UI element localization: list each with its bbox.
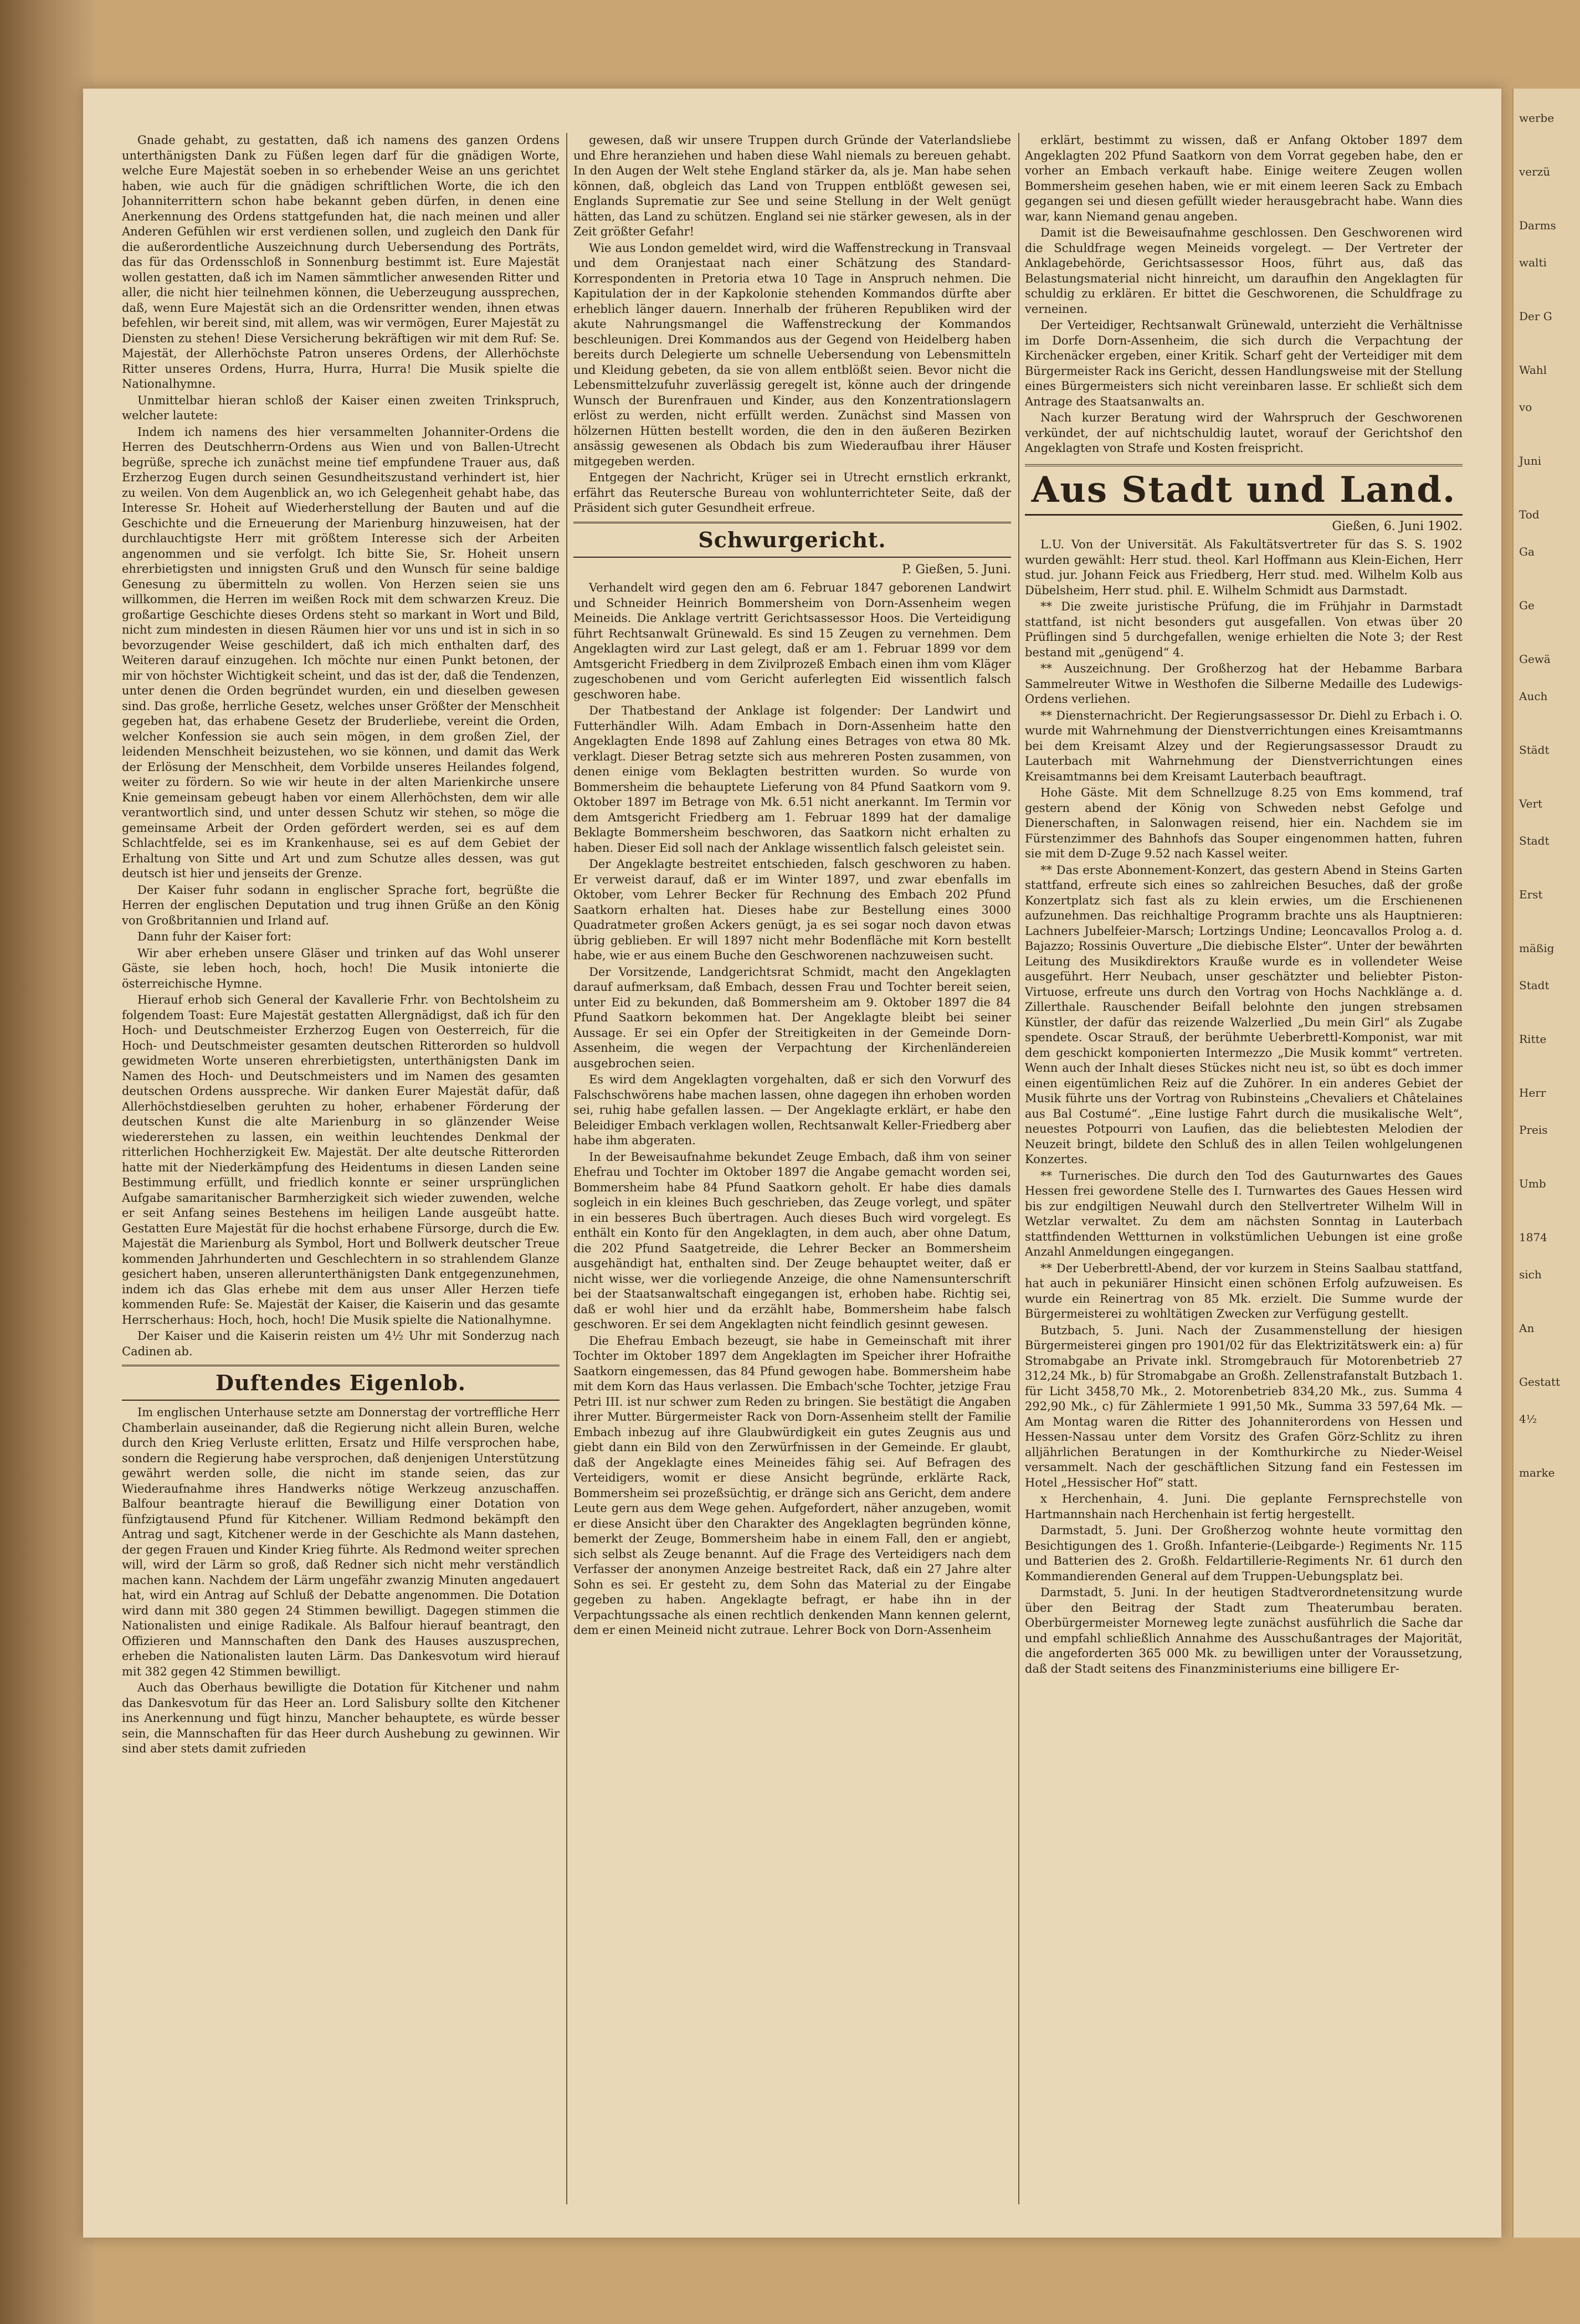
paragraph: Indem ich namens des hier versammelten Johanniter-Ordens die Herren des Deutschherrn-Ordens aus Wien und von Ballen-Utrecht begrüße, spreche ich zunächst meine tief empfundene Trauer aus, daß Erzherzog Eugen durch seinen Gesundheitszustand verhindert ist, hier zu weilen. Von dem Augenblick an, wo ich Gelegenheit gehabt habe, das Interesse Sr. Hoheit auf Wiederherstellung der Bauten und auf die Geschichte und die Erneuerung der Marienburg hinzuweisen, hat der durchlauchtigste Herr mit größtem Interesse sich der Arbeiten angenommen und sie verfolgt. Ich bitte Sie, Sr. Hoheit unsern ehrerbietigsten und innigsten Gruß und den Wunsch für seine baldige Genesung zu übermitteln zu wollen. Von Herzen seien sie uns willkommen, die Herren im weißen Rock mit dem schwarzen Kreuz. Die großartige Geschichte dieses Ordens steht so markant in Wort und Bild, nicht zum mindesten in diesen Räumen hier vor uns und ist in sich in so bevorzugender Weise geschildert, daß ich mich enthalten darf, des Weiteren darauf einzugehen. Ich möchte nur einen Punkt betonen, der mir von höchster Wichtigkeit scheint, und das ist der, daß die Tendenzen, unter denen die Orden begründet wurden, ein und dieselben gewesen sind. Das große, herrliche Gesetz, welches unser Größter der Menschheit gegeben hat, das erhabene Gesetz der Bruderliebe, vereint die Orden, welcher Konfession sie auch sein mögen, in dem großen Ziel, der leidenden Menschheit beizustehen, wo sie können, und damit das Werk der Erlösung der Menschheit, dem Vorbilde unseres Heilandes folgend, weiter zu fördern. So wie wir heute in der alten Marienkirche unsere Knie gemeinsam gebeugt haben vor einem Allerhöchsten, dem wir alle verantwortlich sind, und unter dessen Schutz wir stehen, so möge die gemeinsame Arbeit der Orden gefördert werden, sei es auf dem Schlachtfelde, sei es im Krankenhause, sei es auf dem Gebiet der Erhaltung von Sitte und Art und zum Schutze alles dessen, was gut deutsch ist hier und jenseits der Grenze.	[122, 425, 560, 880]
margin-fragment: Ritte	[1519, 1032, 1547, 1046]
margin-fragment: Umb	[1519, 1177, 1546, 1190]
paragraph: Auch das Oberhaus bewilligte die Dotation für Kitchener und nahm das Dankesvotum für das Heer an. Lord Salisbury sollte den Kitchener ins Anerkennung und fügt hinzu, Mancher behauptete, es würde besser sein, die Mannschaften für das Heer durch Aushebung zu gewinnen. Wir sind aber stets damit zufrieden	[122, 1681, 560, 1755]
paragraph: ** Diensternachricht. Der Regierungsassessor Dr. Diehl zu Erbach i. O. wurde mit Wahrnehmung der Dienstverrichtungen eines Kreisamtmanns bei dem Kreisamt Alzey und der Regierungsassessor Draudt zu Lauterbach mit Wahrnehmung der Dienstverrichtungen eines Kreisamtmanns bei dem Kreisamt Lauterbach beauftragt.	[1025, 708, 1463, 783]
paragraph: Gnade gehabt, zu gestatten, daß ich namens des ganzen Ordens unterthänigsten Dank zu Füßen legen darf für die gnädigen Worte, welche Eure Majestät soeben in so erhebender Weise an uns gerichtet haben, wie auch für die gnädigen schriftlichen Worte, die ich den Johanniterrittern schon habe bekannt geben dürfen, in denen eine Anerkennung des Ordens stattgefunden hat, die nach meinen und aller Anderen Gefühlen wir erst verdienen sollen, und zugleich den Dank für die außerordentliche Auszeichnung durch Uebersendung des Porträts, das für das Ordensschloß in Sonnenburg bestimmt ist. Eure Majestät wollen gestatten, daß ich im Namen sämmtlicher anwesenden Ritter und aller, die nicht hier teilnehmen können, die Ueberzeugung aussprechen, daß, wenn Eure Majestät sich an die Ordensritter wenden, ihnen etwas befehlen, wir bereit sind, mit allem, was wir vermögen, Eurer Majestät zu Diensten zu stehen! Diese Versicherung bekräftigen wir mit dem Ruf: Se. Majestät, der Allerhöchste Patron unseres Ordens, der Allerhöchste Ritter unseres Ordens, Hurra, Hurra, Hurra! Die Musik spielte die Nationalhymne.	[122, 133, 560, 390]
paragraph: Der Thatbestand der Anklage ist folgender: Der Landwirt und Futterhändler Wilh. Adam Embach in Dorn-Assenheim hatte den Angeklagten Ende 1898 auf Zahlung eines Betrages von etwa 80 Mk. verklagt. Dieser Betrag setzte sich aus mehreren Posten zusammen, von denen einige vom Beklagten bestritten wurden. So wurde von Bommersheim die behauptete Lieferung von 84 Pfund Saatkorn vom 9. Oktober 1897 im Betrage von Mk. 6.51 nicht anerkannt. Im Termin vor dem Amtsgericht Friedberg am 1. Februar 1899 hat der damalige Beklagte Bommersheim beschworen, das Saatkorn nicht erhalten zu haben. Dieser Eid soll nach der Anklage wissentlich falsch geleistet sein.	[573, 704, 1011, 855]
margin-fragment: vo	[1519, 400, 1532, 414]
paragraph: Unmittelbar hieran schloß der Kaiser einen zweiten Trinkspruch, welcher lautete:	[122, 393, 560, 422]
paragraph: Darmstadt, 5. Juni. Der Großherzog wohnte heute vormittag den Besichtigungen des 1. Großh. Infanterie-(Leibgarde-) Regiments Nr. 115 und Batterien des 2. Großh. Feldartillerie-Regiments Nr. 61 durch den Kommandierenden General auf dem Truppen-Uebungsplatz bei.	[1025, 1524, 1463, 1583]
paragraph: Verhandelt wird gegen den am 6. Februar 1847 geborenen Landwirt und Schneider Heinrich Bommersheim von Dorn-Assenheim wegen Meineids. Die Anklage vertritt Gerichtsassessor Hoos. Die Verteidigung führt Rechtsanwalt Grünewald. Es sind 15 Zeugen zu vernehmen. Dem Angeklagten wird zur Last gelegt, daß er am 1. Februar 1899 vor dem Amtsgericht Friedberg in dem Zivilprozeß Embach einen ihm vom Kläger zugeschobenen und vom Gericht auferlegten Eid wissentlich falsch geschworen habe.	[573, 581, 1011, 701]
margin-fragment: Vert	[1519, 797, 1543, 810]
margin-fragment: Darms	[1519, 219, 1556, 232]
margin-fragment: Ga	[1519, 545, 1535, 558]
dateline: P. Gießen, 5. Juni.	[901, 562, 1011, 577]
margin-fragment: verzü	[1519, 165, 1551, 178]
section-title-duftendes-eigenlob: Duftendes Eigenlob.	[122, 1365, 560, 1401]
fragment-list	[1514, 111, 1580, 1480]
margin-fragment: An	[1519, 1322, 1535, 1335]
margin-fragment: walti	[1519, 256, 1547, 269]
column-rule	[566, 133, 567, 2204]
adjacent-page-fragment	[1512, 89, 1580, 2238]
newspaper-page	[83, 89, 1501, 2238]
section-title-schwurgericht: Schwurgericht.	[573, 522, 1011, 558]
paragraph: Hierauf erhob sich General der Kavallerie Frhr. von Bechtolsheim zu folgendem Toast: Eure Majestät gestatten Allergnädigst, daß ich für den Hoch- und Deutschmeister Erzherzog Eugen von Oesterreich, für die Hoch- und Deutschmeister gesamten deutschen Ritterorden so huldvoll gewidmeten Worte unseren ehrerbietigsten, unterthänigsten Dank im Namen des Hoch- und Deutschmeisters und im Namen des gesamten deutschen Ordens ausspreche. Wir danken Eurer Majestät dafür, daß Allerhöchstdieselben geruhten zu hoher, erhabener Förderung der deutschen Kunst die alte Marienburg in so glänzender Weise wiedererstehen zu lassen, ein weithin leuchtendes Denkmal der ritterlichen Hochherzigkeit Ew. Majestät. Der alte deutsche Ritterorden hatte mit der Niederkämpfung des Heidentums in diesen Landen seine Bestimmung erfüllt, und friedlich konnte er seiner ursprünglichen Aufgabe samaritanischer Barmherzigkeit sich wieder zuwenden, welche er seit Anfang seines Bestehens im heiligen Lande ausgeübt hatte. Gestatten Eure Majestät für die hochst erhabene Fürsorge, durch die Ew. Majestät die Marienburg als Symbol, Hort und Bollwerk deutscher Treue kommenden Jahrhunderten und Geschlechtern in so strahlendem Glanze gesichert haben, unseren allerunterthänigsten Dank entgegenzunehmen, indem ich das Glas erhebe mit dem aus unser Aller Herzen tiefe kommenden Rufe: Se. Majestät der Kaiser, die Kaiserin und das gesamte Herrscherhaus: Hoch, hoch, hoch! Die Musik spielte die Nationalhymne.	[122, 993, 560, 1326]
margin-fragment: marke	[1519, 1466, 1555, 1479]
paragraph: L.U. Von der Universität. Als Fakultätsvertreter für das S. S. 1902 wurden gewählt: Herr stud. theol. Karl Hoffmann aus Klein-Eichen, Herr stud. jur. Johann Feick aus Friedberg, Herr stud. med. Wilhelm Kolb aus Dübelsheim, Herr stud. phil. E. Wilhelm Schmidt aus Darmstadt.	[1025, 538, 1463, 597]
margin-fragment: Erst	[1519, 888, 1543, 901]
paragraph: In der Beweisaufnahme bekundet Zeuge Embach, daß ihm von seiner Ehefrau und Tochter im Oktober 1897 die Angabe gemacht worden sei, Bommersheim habe 84 Pfund Saatkorn geholt. Er habe dies damals sogleich in ein kleines Buch geschrieben, das Zeuge vorlegt, und später in ein besseres Buch übertragen. Auch dieses Buch wird vorgelegt. Es enthält ein Konto für den Angeklagten, in dem auch, aber ohne Datum, die 202 Pfund Saatgetreide, die Lehrer Becker an Bommersheim ausgehändigt hat, enthalten sind. Der Zeuge behauptet weiter, daß er nicht wisse, wer die vorliegende Anzeige, die ohne Namensunterschrift bei der Staatsanwaltschaft eingegangen ist, erhoben habe. Richtig sei, daß er wohl hier und da erzählt habe, Bommersheim habe falsch geschworen. Er sei dem Angeklagten nicht feindlich gesinnt gewesen.	[573, 1150, 1011, 1331]
margin-fragment: Ge	[1519, 599, 1535, 612]
margin-fragment: Stadt	[1519, 834, 1550, 847]
margin-fragment: Gestatt	[1519, 1375, 1561, 1389]
paragraph: ** Der Ueberbrettl-Abend, der vor kurzem in Steins Saalbau stattfand, hat auch in pekuniärer Hinsicht einen schönen Erfolg aufzuweisen. Es wurde ein Reinertrag von 85 Mk. erzielt. Die Summe wurde der Bürgermeisterei zu wohltätigen Zwecken zur Verfügung gestellt.	[1025, 1261, 1463, 1320]
paragraph: Im englischen Unterhause setzte am Donnerstag der vortreffliche Herr Chamberlain auseinander, daß die Regierung nicht allein Buren, welche durch den Krieg Verluste erlitten, Ersatz und Hilfe versprochen habe, sondern die Regierung habe versprochen, daß denjenigen Unterstützung gewährt werden solle, die nicht im stande seien, das zur Wiederaufnahme ihres Handwerks nötige Werkzeug anzuschaffen. Balfour beantragte hierauf die Bewilligung einer Dotation von fünfzigtausend Pfund für Kitchener. William Redmond bekämpft den Antrag und sagt, Kitchener werde in der Geschichte als Mann dastehen, der gegen Frauen und Kinder Krieg führte. Als Redmond weiter sprechen will, wird der Lärm so groß, daß Redner sich nicht mehr verständlich machen kann. Nachdem der Lärm ungefähr zwanzig Minuten angedauert hat, wird ein Antrag auf Schluß der Debatte angenommen. Die Dotation wird dann mit 380 gegen 24 Stimmen bewilligt. Dagegen stimmen die Nationalisten und einige Radikale. Als Balfour hierauf beantragt, den Offizieren und Mannschaften den Dank des Hauses auszusprechen, erheben die Nationalisten lauten Lärm. Das Dankesvotum wird hierauf mit 382 gegen 42 Stimmen bewilligt.	[122, 1406, 560, 1678]
margin-fragment: werbe	[1519, 111, 1555, 125]
margin-fragment: Städt	[1519, 743, 1550, 757]
paragraph: Es wird dem Angeklagten vorgehalten, daß er sich den Vorwurf des Falschschwörens habe machen lassen, ohne dagegen ihn erhoben worden sei, ruhig habe gefallen lassen. — Der Angeklagte erklärt, er habe den Beleidiger Embach verklagen wollen, Rechtsanwalt Keller-Friedberg aber habe ihm abgeraten.	[573, 1073, 1011, 1147]
paragraph: ** Die zweite juristische Prüfung, die im Frühjahr in Darmstadt stattfand, ist nicht besonders gut ausgefallen. Von etwas über 20 Prüflingen sind 5 durchgefallen, wenige erhielten die Note 3; der Rest bestand mit „genügend“ 4.	[1025, 600, 1463, 659]
margin-fragment: Juni	[1519, 454, 1542, 467]
paragraph: gewesen, daß wir unsere Truppen durch Gründe der Vaterlandsliebe und Ehre heranziehen und haben diese Wahl niemals zu bereuen gehabt. In den Augen der Welt stehe England stärker da, als je. Man habe sehen können, daß, obgleich das Land von Truppen entblößt gewesen sei, Englands Suprematie zur See und seine Stellung in der Welt genügt hätten, das Land zu schützen. England sei nie stärker gewesen, als in der Zeit größter Gefahr!	[573, 133, 1011, 238]
paragraph: Dann fuhr der Kaiser fort:	[137, 930, 292, 943]
paragraph: Butzbach, 5. Juni. Nach der Zusammenstellung der hiesigen Bürgermeisterei gingen pro 1901/02 für das Elektrizitätswerk ein: a) für Stromabgabe an Private inkl. Stromgebrauch für Motorenbetrieb 27 312,24 Mk., b) für Stromabgabe an Großh. Zellenstrafanstalt Butzbach 1. für Licht 3458,70 Mk., 2. Motorenbetrieb 834,20 Mk., zus. Summa 4 292,90 Mk., c) für Zählermiete 1 991,50 Mk., Summa 33 597,64 Mk. — Am Montag waren die Ritter des Johanniterordens von Hessen und Hessen-Nassau unter dem Vorsitz des Grafen Görz-Schlitz zu ihren alljährlichen Beratungen in der Komthurkirche zu Nieder-Weisel versammelt. Nach der geschäftlichen Sitzung fand ein Festessen im Hotel „Hessischer Hof“ statt.	[1025, 1323, 1463, 1489]
margin-fragment: Herr	[1519, 1086, 1546, 1099]
margin-fragment: mäßig	[1519, 942, 1555, 955]
binding-gutter	[0, 0, 94, 2324]
margin-fragment: Gewä	[1519, 652, 1551, 666]
dateline: Gießen, 6. Juni 1902.	[1332, 519, 1463, 533]
paragraph: x Herchenhain, 4. Juni. Die geplante Fernsprechstelle von Hartmannshain nach Herchenhain ist fertig hergestellt.	[1025, 1492, 1463, 1521]
paragraph: Der Verteidiger, Rechtsanwalt Grünewald, unterzieht die Verhältnisse im Dorfe Dorn-Assenheim, die sich durch die Verpachtung der Kirchenäcker ergeben, einer Kritik. Scharf geht der Verteidiger mit dem Bürgermeister Rack ins Gericht, dessen Handlungsweise mit der Stellung eines Bürgermeisters sich nicht vereinbaren lasse. Er schließt sich dem Antrage des Staatsanwalts an.	[1025, 318, 1463, 408]
paragraph: Entgegen der Nachricht, Krüger sei in Utrecht ernstlich erkrankt, erfährt das Reutersche Bureau von wohlunterrichteter Seite, daß der Präsident sich guter Gesundheit erfreue.	[573, 471, 1011, 515]
margin-fragment: Auch	[1519, 690, 1548, 703]
column-1	[122, 133, 560, 2215]
paragraph: ** Das erste Abonnement-Konzert, das gestern Abend in Steins Garten stattfand, erfreute sich eines so zahlreichen Besuches, daß der große Konzertplatz sich fast als zu klein erwies, um die Erschienenen aufzunehmen. Das reichhaltige Programm brachte uns als Hauptnieren: Lachners Jubelfeier-Marsch; Lortzings Undine; Leoncavallos Prolog a. d. Bajazzo; Rossinis Ouverture „Die diebische Elster“. Unter der bewährten Leitung des Musikdirektors Krauße wurde es in vollendeter Weise ausgeführt. Herr Neubach, unser geschätzter und beliebter Piston-Virtuose, erfreute uns durch den Vortrag von Hochs Nachklänge a. d. Zillerthale. Rauschender Beifall belohnte den jungen strebsamen Künstler, der dafür das reizende Walzerlied „Du mein Girl“ als Zugabe spendete. Oscar Strauß, der berühmte Ueberbrettl-Komponist, war mit dem geschickt komponierten Intermezzo „Die Musik kommt“ vertreten. Wenn auch der Inhalt dieses Stückes nicht neu ist, so übt es doch immer einen eigentümlichen Reiz auf die Zuhörer. In ein anderes Gebiet der Musik führte uns der Vortrag von Rubinsteins „Chevaliers et Châtelaines aus Bal Costumé“. „Eine lustige Fahrt durch die musikalische Welt“, neuestes Potpourri von Laufien, das die beliebtesten Melodien der Neuzeit bringt, bildete den Schluß des in allen Teilen wohlgelungenen Konzertes.	[1025, 863, 1463, 1166]
paragraph: erklärt, bestimmt zu wissen, daß er Anfang Oktober 1897 dem Angeklagten 202 Pfund Saatkorn von dem Vorrat gegeben habe, den er vorher an Embach verkauft habe. Einige weitere Zeugen wollen Bommersheim gesehen haben, wie er mit einem leeren Sack zu Embach gegangen sei und diesen gefüllt wieder herausgebracht habe. Wann dies war, kann Niemand genau angeben.	[1025, 133, 1463, 223]
paragraph: Der Kaiser und die Kaiserin reisten um 4½ Uhr mit Sonderzug nach Cadinen ab.	[122, 1329, 560, 1358]
margin-fragment: Stadt	[1519, 979, 1550, 992]
paragraph: Der Angeklagte bestreitet entschieden, falsch geschworen zu haben. Er verweist darauf, daß er im Winter 1897, und zwar ebenfalls im Oktober, vom Lehrer Becker für Rechnung des Embach 202 Pfund Saatkorn erhalten hat. Dieses habe zur Bestellung eines 3000 Quadratmeter großen Ackers genügt, ja es sei sogar noch davon etwas übrig geblieben. Er will 1897 nicht mehr Bodenfläche mit Korn bestellt habe, wie er aus einem Buche den Geschworenen nachzuweisen sucht.	[573, 857, 1011, 962]
paragraph: ** Turnerisches. Die durch den Tod des Gauturnwartes des Gaues Hessen frei gewordene Stelle des I. Turnwartes des Gaues Hessen wird bis zur endgiltigen Neuwahl durch den Stellvertreter Wilhelm Will in Wetzlar verwaltet. Zu dem am nächsten Sonntag in Lauterbach stattfindenden Wettturnen in volkstümlichen Uebungen ist eine große Anzahl Anmeldungen eingegangen.	[1025, 1169, 1463, 1258]
column-2	[573, 133, 1011, 2215]
paragraph: Wir aber erheben unsere Gläser und trinken auf das Wohl unserer Gäste, sie leben hoch, hoch, hoch! Die Musik intonierte die österreichische Hymne.	[122, 946, 560, 990]
paragraph: Der Kaiser fuhr sodann in englischer Sprache fort, begrüßte die Herren der englischen Deputation und trug ihnen Grüße an den König von Großbritannien und Irland auf.	[122, 883, 560, 927]
section-title-aus-stadt-und-land: Aus Stadt und Land.	[1025, 464, 1463, 516]
margin-fragment: Der G	[1519, 310, 1552, 323]
paragraph: ** Auszeichnung. Der Großherzog hat der Hebamme Barbara Sammelreuter Witwe in Westhofen die Silberne Medaille des Ludewigs-Ordens verliehen.	[1025, 662, 1463, 706]
column-rule	[1018, 133, 1019, 2204]
margin-fragment: sich	[1519, 1268, 1542, 1281]
margin-fragment: 1874	[1519, 1231, 1547, 1244]
paragraph: Der Vorsitzende, Landgerichtsrat Schmidt, macht den Angeklagten darauf aufmerksam, daß Embach, dessen Frau und Tochter bereit seien, unter Eid zu bekunden, daß Bommersheim am 9. Oktober 1897 die 84 Pfund Saatkorn bekommen hat. Der Angeklagte bleibt bei seiner Aussage. Er sei ein Opfer der Streitigkeiten in der Gemeinde Dorn-Assenheim, die wegen der Verpachtung der Kirchenländereien ausgebrochen seien.	[573, 965, 1011, 1070]
paragraph: Damit ist die Beweisaufnahme geschlossen. Den Geschworenen wird die Schuldfrage wegen Meineids vorgelegt. — Der Vertreter der Anklagebehörde, Gerichtsassessor Hoos, führt aus, daß das Belastungsmaterial nicht hinreicht, um daraufhin den Angeklagten für schuldig zu erklären. Er bittet die Geschworenen, die Schuldfrage zu verneinen.	[1025, 226, 1463, 316]
margin-fragment: Wahl	[1519, 363, 1547, 377]
paragraph: Nach kurzer Beratung wird der Wahrspruch der Geschworenen verkündet, der auf nichtschuldig lautet, worauf der Gerichtshof den Angeklagten von Strafe und Kosten freispricht.	[1025, 411, 1463, 455]
paragraph: Wie aus London gemeldet wird, wird die Waffenstreckung in Transvaal und dem Oranjestaat nach einer Schätzung des Standard-Korrespondenten in Pretoria etwa 10 Tage in Anspruch nehmen. Die Kapitulation der in der Kapkolonie stehenden Kommandos dürfte aber erheblich länger dauern. Innerhalb der früheren Republiken wird der akute Nahrungsmangel die Waffenstreckung der Kommandos beschleunigen. Drei Kommandos aus der Gegend von Heidelberg haben bereits durch Delegierte um schnelle Uebersendung von Lebensmitteln und Kleidung gebeten, da sie von allem entblößt seien. Bevor nicht die Lebensmittelzufuhr zuverlässig geregelt ist, könne auch der dringende Wunsch der Burenfrauen und Kinder, aus den Konzentrationslagern erlöst zu werden, nicht erfüllt werden. Zunächst sind Massen von hölzernen Hütten bestellt worden, die den in den äußeren Bezirken ansässig gewesenen als Obdach bis zum Wiederaufbau ihrer Häuser mitgegeben werden.	[573, 241, 1011, 468]
paragraph: Hohe Gäste. Mit dem Schnellzuge 8.25 von Ems kommend, traf gestern abend der König von Schweden nebst Gefolge und Dienerschaften, in Salonwagen reisend, hier ein. Nachdem sie im Fürstenzimmer des Bahnhofs das Souper eingenommen hatten, fuhren sie mit dem D-Zuge 9.52 nach Kassel weiter.	[1025, 786, 1463, 860]
margin-fragment: 4½	[1519, 1412, 1537, 1426]
paragraph: Die Ehefrau Embach bezeugt, sie habe in Gemeinschaft mit ihrer Tochter im Oktober 1897 dem Angeklagten im Speicher ihrer Hofraithe Saatkorn eingemessen, das 84 Pfund gewogen habe. Bommersheim habe mit dem Korn das Haus verlassen. Die Embach'sche Tochter, jetzige Frau Petri III. ist nur schwer zum Reden zu bringen. Sie bestätigt die Angaben ihrer Mutter. Bürgermeister Rack von Dorn-Assenheim stellt der Familie Embach inbezug auf ihre Glaubwürdigkeit ein gutes Zeugnis aus und giebt dann ein Bild von den Zerwürfnissen in der Gemeinde. Er glaubt, daß der Angeklagte eines Meineides fähig sei. Auf Befragen des Verteidigers, womit er diese Ansicht begründe, erklärte Rack, Bommersheim sei prozeßsüchtig, er dränge sich ans Gericht, dem andere Leute gern aus dem Wege gehen. Aufgefordert, näher anzugeben, womit er diese Ansicht über den Charakter des Angeklagten begründen könne, bemerkt der Zeuge, Bommersheim habe in einem Fall, den er angiebt, sich selbst als Zeuge benannt. Auf die Frage des Verteidigers nach dem Verfasser der anonymen Anzeige bestreitet Rack, daß ein 27 Jahre alter Sohn es sei. Er gesteht zu, dem Sohn das Material zu der Eingabe gegeben zu haben. Angeklagte befragt, er habe ihn in der Verpachtungssache als einen rechtlich denkenden Mann kennen gelernt, dem er einen Meineid nicht zutraue. Lehrer Bock von Dorn-Assenheim	[573, 1334, 1011, 1637]
paragraph: Darmstadt, 5. Juni. In der heutigen Stadtverordnetensitzung wurde über den Beitrag der Stadt zum Theaterumbau beraten. Oberbürgermeister Morneweg legte zunächst ausführlich die Sache dar und empfahl schließlich Annahme des Ausschußantrages der Majorität, die angeforderten 365 000 Mk. zu bewilligen unter der Voraussetzung, daß der Stadt seitens des Finanzministeriums eine billigere Er-	[1025, 1586, 1463, 1675]
margin-fragment: Preis	[1519, 1123, 1548, 1137]
column-3	[1025, 133, 1463, 2215]
margin-fragment: Tod	[1519, 508, 1540, 521]
